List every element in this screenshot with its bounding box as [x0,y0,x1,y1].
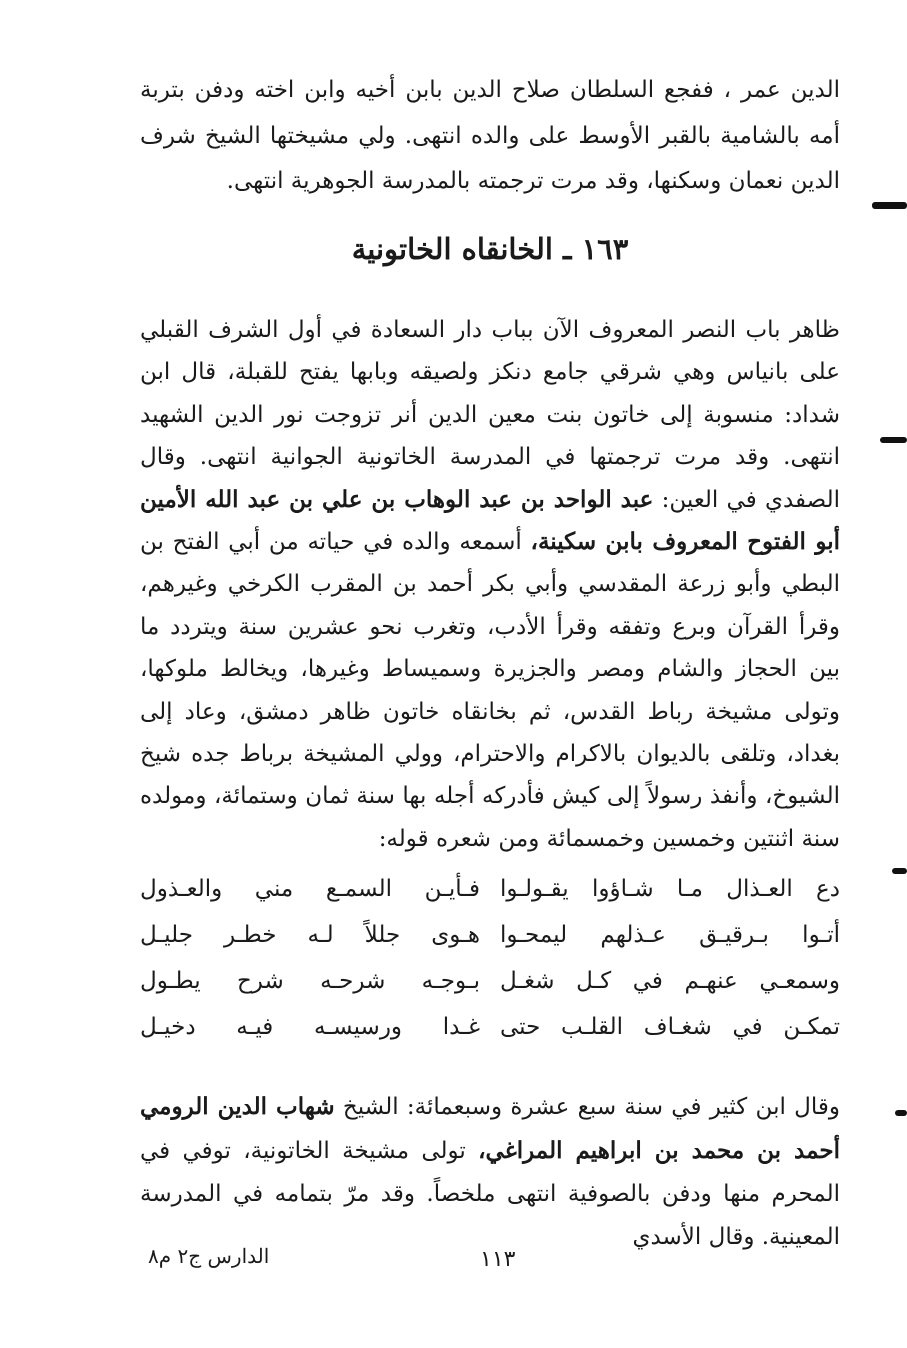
verse-first-hemistich: دع العـذال مـا شـاؤوا يقـولـوا [500,876,840,902]
page-number: ١١٣ [480,1247,516,1272]
closing-name-bold: شهاب الدين الرومي أحمد بن محمد بن ابراهيم المراغي، [140,1093,841,1164]
verse-second-hemistich: هـوى جللاً لـه خطـر جليـل [140,922,480,948]
verse-first-hemistich: وسمعـي عنهـم في كـل شغـل [500,968,840,994]
poem-verse [140,912,840,958]
main-text-part-1: ظاهر باب النصر المعروف الآن بباب دار السعادة في أول الشرف القبلي على بانياس وهي شرقي جامع دنكز ولصيقه وبابها يفتح للقبلة، قال ابن شداد: منسوبة إلى خاتون بنت معين الدين أنر تزوجت نور الدين الشهيد انتهى. وقد مرت ترجمتها في المدرسة الخاتونية الجوانية انتهى. وقال الصفدي في العين: [140,317,841,513]
closing-paragraph [140,1085,840,1259]
closing-text-part-1: وقال ابن كثير في سنة سبع عشرة وسبعمائة: الشيخ [334,1094,840,1120]
poem-block [140,866,840,1050]
section-heading: ١٦٣ ـ الخانقاه الخاتونية [351,232,629,266]
margin-scan-mark [872,202,907,209]
margin-scan-mark [880,437,907,443]
margin-scan-mark [892,868,907,874]
main-text-part-2: أسمعه والده في حياته من أبي الفتح بن البطي وأبو زرعة المقدسي وأبي بكر أحمد بن المقرب الكرخي وغيرهم، وقرأ القرآن وبرع وتفقه وقرأ الأدب، وتغرب نحو عشرين سنة ويتردد ما بين الحجاز والشام ومصر والجزيرة وسميساط وغيرها، ويخالط ملوكها، وتولى مشيخة رباط القدس، ثم بخانقاه خاتون ظاهر دمشق، وعاد إلى بغداد، وتلقى بالديوان بالاكرام والاحترام، وولي المشيخة برباط جده شيخ الشيوخ، وأنفذ رسولاً إلى كيش فأدركه أجله بها سنة ثمان وستمائة، ومولده سنة اثنتين وخمسين وخمسمائة ومن شعره قوله: [140,529,840,852]
main-paragraph [140,309,840,860]
biography-name-bold: عبد الواحد بن عبد الوهاب بن علي بن عبد الله الأمين أبو الفتوح المعروف بابن سكينة، [140,485,840,556]
verse-first-hemistich: أتـوا بـرقيـق عـذلهم ليمحـوا [500,922,840,948]
verse-second-hemistich: بـوجـه شرحـه شرح يطـول [140,968,480,994]
footer-signature: الدارس ج٢ م٨ [148,1244,270,1268]
verse-second-hemistich: غـدا ورسيسـه فيـه دخيـل [140,1014,480,1040]
closing-text-part-2: تولى مشيخة الخاتونية، توفي في المحرم منها ودفن بالصوفية انتهى ملخصاً. وقد مرّ بتمامه في المدرسة المعينية. وقال الأسدي [140,1138,840,1250]
intro-paragraph [140,68,840,205]
verse-first-hemistich: تمكـن في شغـاف القلـب حتى [500,1014,840,1040]
intro-text: الدين عمر ، ففجع السلطان صلاح الدين بابن أخيه وابن اخته ودفن بتربة أمه بالشامية بالقبر الأوسط على والده انتهى. ولي مشيختها الشيخ شرف الدين نعمان وسكنها، وقد مرت ترجمته بالمدرسة الجوهرية انتهى. [140,77,840,194]
poem-verse [140,866,840,912]
verse-second-hemistich: فـأيـن السمـع مني والعـذول [140,876,480,902]
margin-scan-mark [895,1110,907,1116]
poem-verse [140,958,840,1004]
poem-verse [140,1004,840,1050]
